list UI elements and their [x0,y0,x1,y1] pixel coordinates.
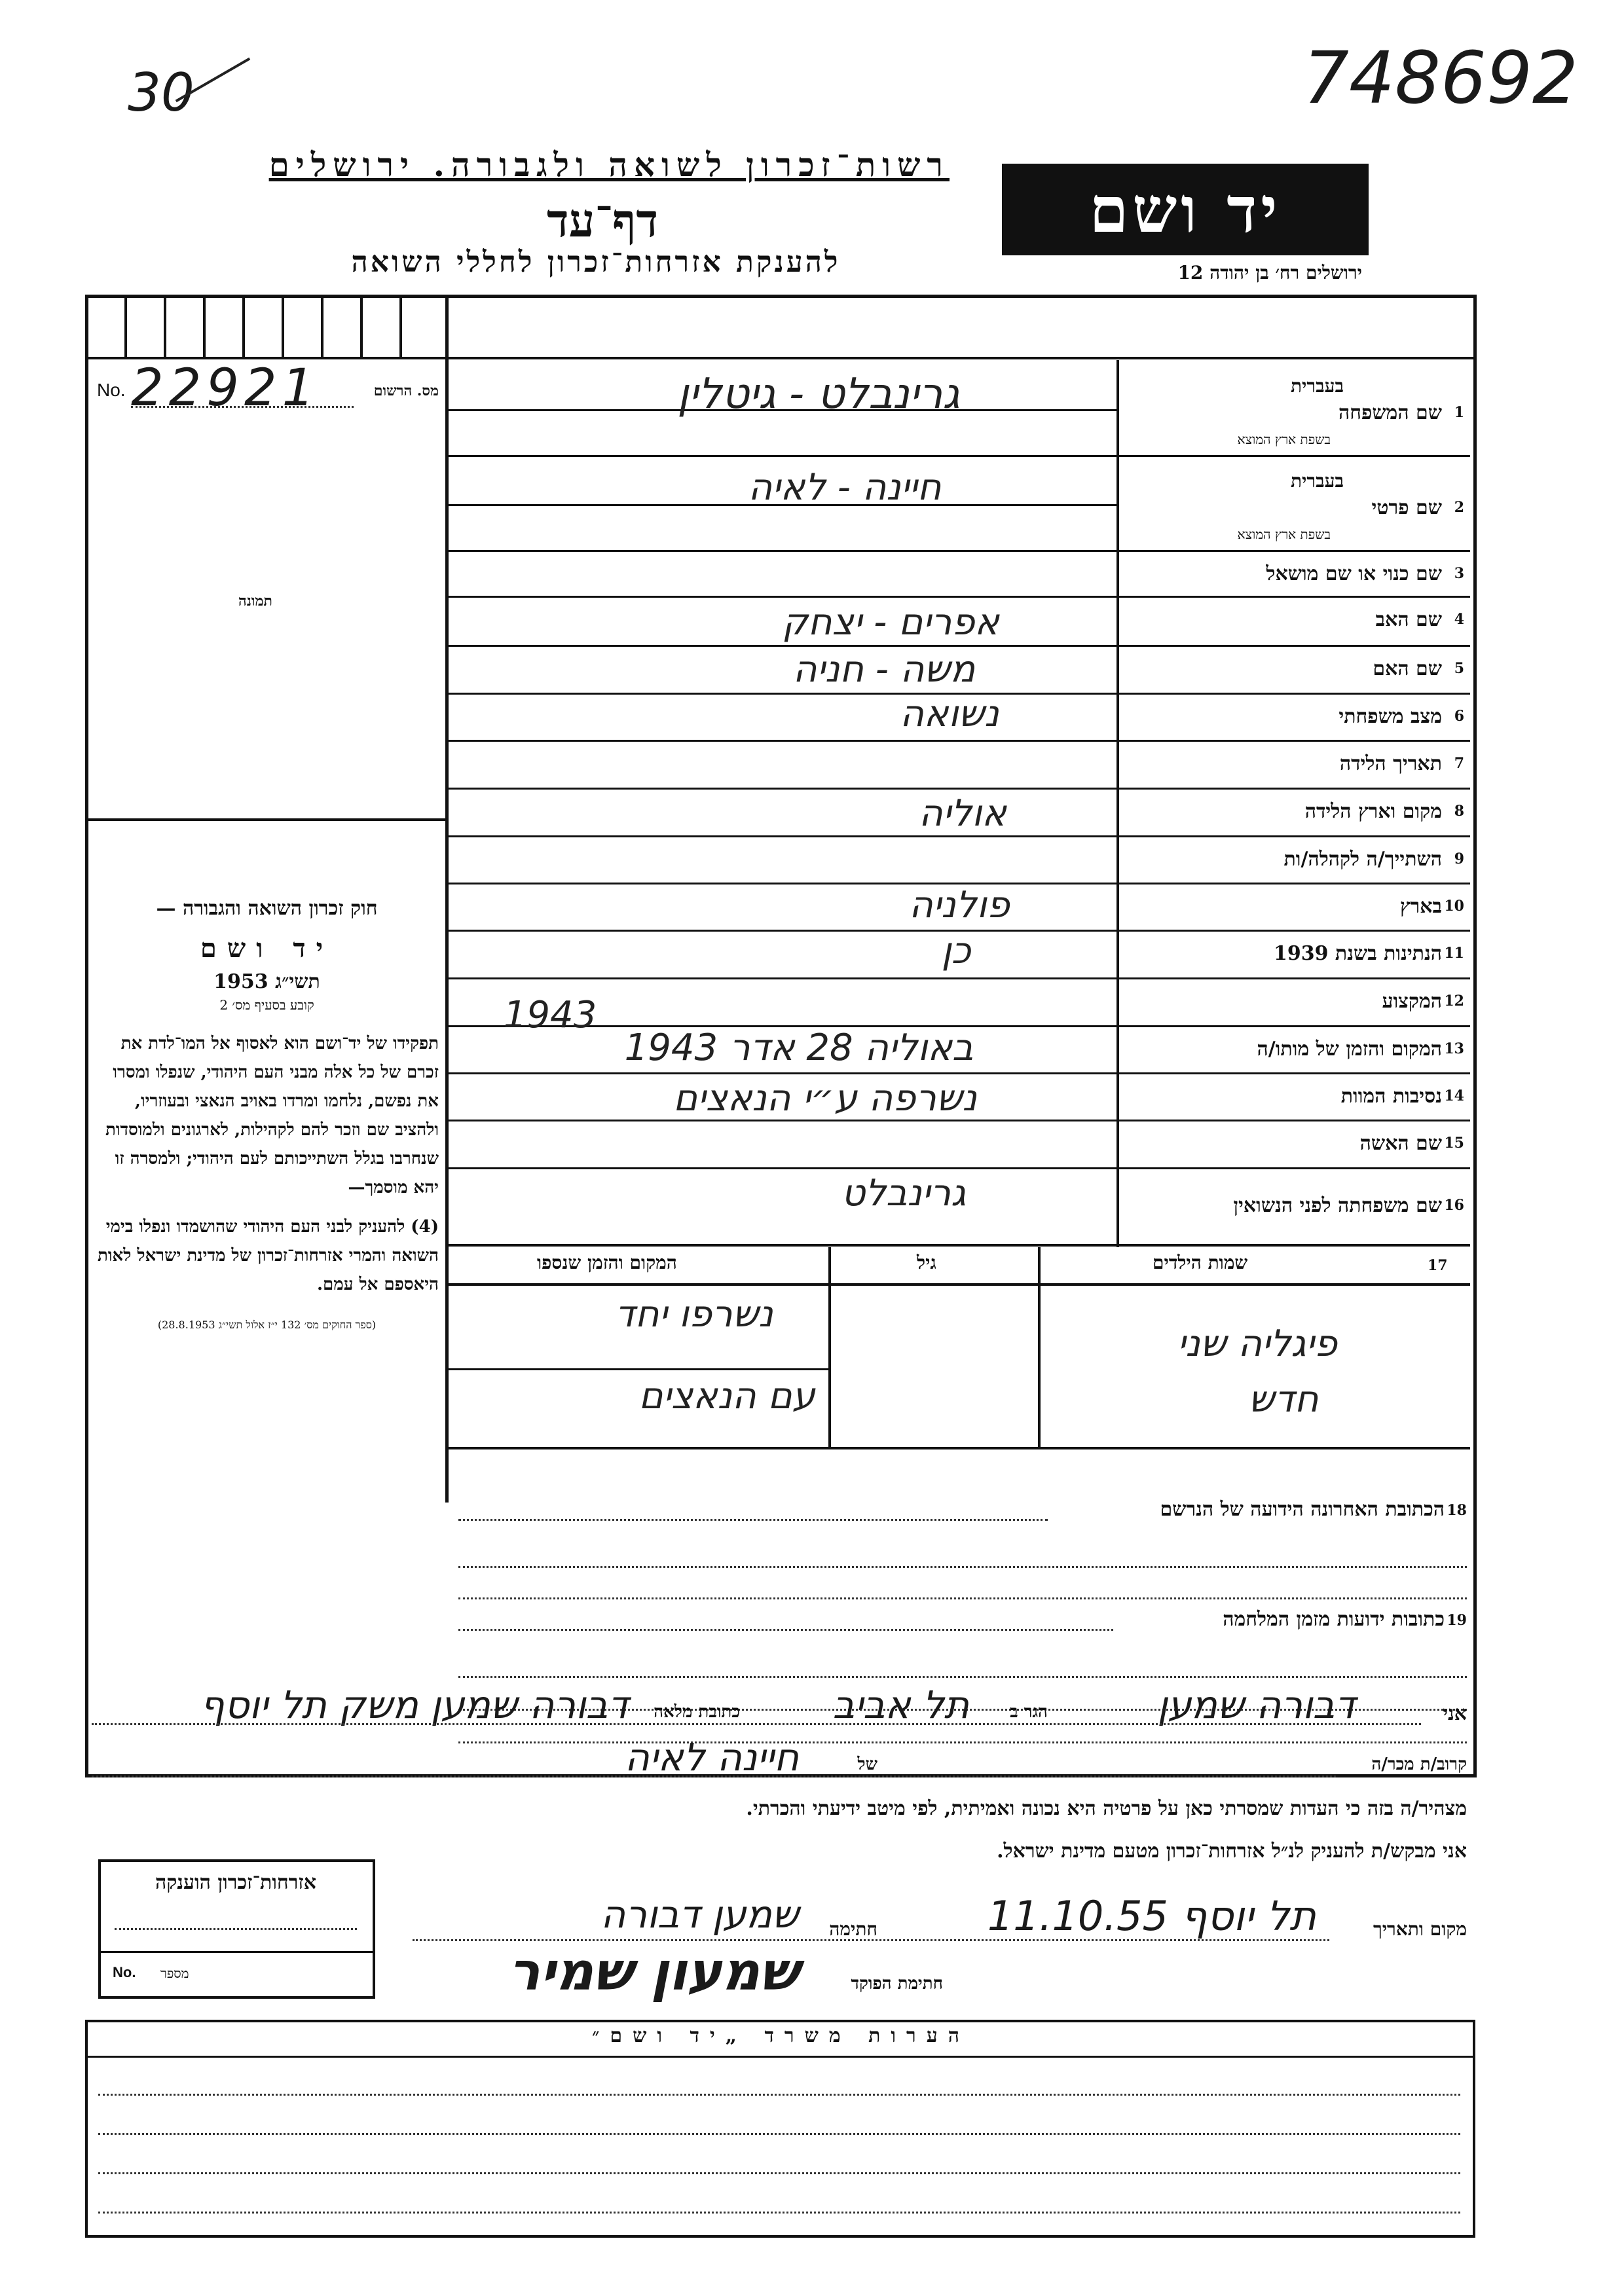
field-13-label: המקום והזמן של מותו/ה [1257,1038,1442,1061]
children-col-sep-1 [828,1247,831,1447]
field-11-num: 11 [1444,945,1464,962]
cell-div-1 [124,298,127,357]
field-14-num: 14 [1444,1087,1464,1104]
place-date-label: מקום ותאריך [1373,1918,1467,1940]
child-1-place: נשרפו יחד [615,1293,773,1336]
declaration-of-label: של [857,1755,877,1774]
declaration-line-1 [92,1683,1467,1735]
field-8-num: 8 [1454,803,1464,820]
field-3-label: שם כנוי או שם מושאל [1266,562,1442,585]
field-1-sub-origin: בשפת ארץ המוצא [1237,431,1331,447]
form-title: דף־עד [546,193,658,247]
left-column-divider [445,298,449,1503]
row-sep-7 [449,788,1470,790]
field-18-line-2 [458,1566,1467,1568]
label-column-divider [1116,360,1119,1247]
field-8-row [1121,791,1468,835]
yad-vashem-logo [1002,164,1369,255]
law-paragraph-2: (4) להעניק לבני העם היהודי שהושמדו ונפלו בימי השואה והמרי אזרחות־זכרון של מדינת ישראל לאות היאספם אל עמם. [98,1217,439,1294]
declaration-statement: מצהיר/ה בזה כי העדות שמסרתי כאן על פרטיה היא נכונה ואמיתית, לפי מיטב ידיעתי והכרתי. [746,1797,1467,1820]
officer-signature-value: שמעון שמיר [508,1941,799,2002]
law-paragraph-1: תפקידו של יד־ושם הוא לאסוף אל המו־לדת את זכרם של כל אלה מבני העם היהודי, שנפלו ומסרו את נפשם, נלחמו ומרדו באויב הנאצי ובעוזריו, ולהציב שם וזכר להם לקהילות, לארגונים ולמוסדות שנחרבו בגלל השתייכותם לעם היהודי; ולמסרה זו יהא מוסמך— [105,1034,439,1197]
field-3-num: 3 [1454,565,1464,582]
field-15-row [1121,1123,1468,1167]
field-10-label: בארץ [1399,895,1442,918]
field-19-dots [458,1629,1113,1631]
authority-name: רשות־זכרון לשואה ולגבורה. ירושלים [268,145,950,184]
field-10-value: פולניה [909,884,1010,926]
field-2-row [1121,458,1468,550]
declaration-signature-line [393,1892,1467,1944]
field-6-label: מצב משפחתי [1338,705,1442,728]
field-7-label: תאריך הלידה [1339,752,1442,775]
row-sep-2 [449,550,1470,552]
field-3-row [1121,553,1468,596]
row-sep-11 [449,977,1470,979]
field-8-value: אוליה [919,792,1006,835]
field-4-label: שם האב [1375,608,1442,631]
form-subtitle: להענקת אזרחות־זכרון לחללי השואה [351,246,841,279]
registration-dots [131,406,354,408]
field-12-row [1121,981,1468,1025]
child-2-name: חדש [1248,1378,1319,1421]
cell-div-5 [282,298,284,357]
field-15-label: שם האשה [1359,1132,1442,1155]
field-14-value: נשרפה ע״י הנאצים [673,1077,977,1120]
children-header-sep [449,1283,1470,1286]
field-9-row [1121,839,1468,883]
handwritten-page-number: 30 [128,62,194,123]
field-4-row [1121,599,1468,645]
cell-div-2 [164,298,166,357]
field-7-num: 7 [1454,755,1464,772]
notes-line-1 [98,2094,1460,2096]
officer-signature-line [393,1941,943,2013]
notes-line-4 [98,2212,1460,2214]
field-19-line-2 [458,1676,1467,1678]
field-1-sub-hebrew: בעברית [1290,375,1344,397]
notes-line-3 [98,2172,1460,2174]
field-1-label: שם המשפחה [1338,401,1442,424]
cell-div-3 [203,298,206,357]
field-11-value: כן [941,930,971,972]
citizenship-title: אזרחות־זכרון הוענקה [155,1871,317,1894]
declaration-line-2-dots [92,1776,1336,1777]
citizenship-number-label: מספר [160,1965,189,1981]
field-4-num: 4 [1454,611,1464,628]
field-5-num: 5 [1454,660,1464,677]
notes-title-sep [88,2056,1473,2058]
row-sep-8 [449,835,1470,837]
registration-value: 22921 [131,359,320,418]
photo-label: תמונה [238,592,272,610]
child-2-place: עם הנאצים [638,1375,815,1417]
cell-div-7 [360,298,363,357]
row-sep-3 [449,596,1470,598]
declaration-gar-label: הגר ב [1010,1702,1048,1722]
field-16-label: שם משפחתה לפני הנשואין [1233,1194,1442,1217]
field-1-num: 1 [1454,404,1464,421]
field-13-row [1121,1029,1468,1073]
declaration-address-value: דבורה שמען משק תל יוסף [200,1683,629,1727]
field-18-label: הכתובת האחרונה הידועה של הנרשם [1160,1498,1445,1521]
citizenship-dots-1 [115,1928,357,1930]
field-15-num: 15 [1444,1135,1464,1152]
cell-div-8 [399,298,402,357]
children-col-sep-2 [1038,1247,1041,1447]
signature-label: חתימה [829,1918,877,1940]
field-11-row [1121,933,1468,977]
field-13-num: 13 [1444,1040,1464,1057]
field-11-label: הנתינות בשנת 1939 [1273,942,1442,965]
field-16-row [1121,1172,1468,1244]
child-1-name: פיגליה שני [1177,1322,1337,1365]
law-name: יד ושם [200,933,334,964]
signature-value: שמען דבורה [600,1892,799,1937]
row-sep-1 [449,455,1470,457]
cell-div-4 [242,298,245,357]
field-16-num: 16 [1444,1197,1464,1214]
field-19-row [458,1597,1467,1637]
field-2-sub-origin: בשפת ארץ המוצא [1237,526,1331,542]
law-section: קובע בסעיף מס׳ 2 [219,997,314,1013]
field-12-label: המקצוע [1382,990,1442,1013]
field-2-value: חיינה - לאיה [748,466,942,509]
place-date-value: תל יוסף 11.10.55 [987,1892,1316,1940]
citizenship-no-label: No. [113,1964,136,1980]
field-1-row [1121,363,1468,455]
logo-text: יד ושם [1089,172,1282,247]
declaration-relative-label: קרוב/ת מכר/ה [1371,1755,1467,1774]
children-bottom [449,1447,1470,1449]
notes-line-2 [98,2133,1460,2135]
registration-row [92,359,442,418]
field-5-row [1121,648,1468,693]
field-9-num: 9 [1454,850,1464,867]
field-5-label: שם האם [1373,657,1442,680]
declaration-request: אני מבקש/ת להעניק לנ״ל אזרחות־זכרון מטעם מדינת ישראל. [997,1840,1467,1863]
children-num: 17 [1428,1257,1448,1274]
notes-box [85,2020,1475,2238]
law-heading: חוק זכרון השואה והגבורה — [156,897,378,920]
declaration-ani-value: דבורה שמען [1157,1683,1356,1727]
handwritten-archive-number: 748692 [1303,36,1578,120]
field-2-label: שם פרטי [1371,496,1442,519]
registration-no-label: No. [97,380,126,400]
registration-label: מס. הרשום [373,382,439,399]
declaration-ani: אני [1443,1702,1467,1725]
field-9-label: השתייך/ה לקהלה/ות [1283,848,1442,871]
notes-title: הערות משרד „יד ושם״ [591,2024,970,2047]
field-10-num: 10 [1444,898,1464,915]
field-2-num: 2 [1454,499,1464,516]
field-14-row [1121,1076,1468,1120]
citizenship-box-sep [101,1951,373,1953]
field-5-value: משה - חניה [792,648,976,691]
law-citation: (ספר החוקים מס׳ 132 י״ז אלול תשי״ג 28.8.1953) [157,1319,377,1331]
field-19-label: כתובות ידועות מזמן המלחמה [1223,1608,1445,1631]
declaration-line-2 [92,1735,1467,1787]
field-18-row [458,1493,1467,1532]
field-6-value: נשואה [900,693,999,735]
law-box [95,897,439,1332]
field-7-row [1121,743,1468,788]
declaration-line-1-dots [92,1723,1421,1725]
field-18-num: 18 [1447,1502,1467,1519]
row-sep-4 [449,645,1470,647]
photo-box-bottom [88,818,447,821]
field-2-sub-hebrew: בעברית [1290,470,1344,492]
field-19-num: 19 [1447,1612,1467,1629]
field-1-value: גרינבלט - גיטלין [677,370,960,418]
field-12-num: 12 [1444,993,1464,1010]
header-address: ירושלים רח׳ בן יהודה 12 [1177,262,1362,283]
field-10-row [1121,886,1468,930]
cell-div-6 [321,298,323,357]
children-row-sep [449,1368,828,1370]
officer-label: חתימת הפוקד [851,1974,943,1994]
field-13-value: באוליה 28 אדר 1943 [624,1027,974,1069]
field-8-label: מקום וארץ הלידה [1304,800,1442,823]
children-header-age: גיל [917,1252,936,1273]
declaration-of-value: חיינה לאיה [625,1735,799,1779]
field-6-row [1121,696,1468,740]
field-14-label: נסיבות המוות [1340,1085,1442,1108]
field-4-value: אפרים - יצחק [782,601,999,644]
law-year: תשי״ג 1953 [213,970,320,993]
row-sep-16 [449,1244,1470,1247]
field-6-num: 6 [1454,708,1464,725]
field-18-dots [458,1519,1048,1521]
field-12-value: 1943 [503,994,597,1036]
field-16-value: גרינבלט [841,1172,967,1214]
declaration-address-label: כתובת מלאה [654,1702,740,1722]
row-sep-15 [449,1167,1470,1169]
children-header-place: המקום והזמן שנספו [537,1252,677,1273]
children-header-names: שמות הילדים [1153,1252,1248,1273]
declaration-gar-value: תל אביב [832,1683,969,1727]
